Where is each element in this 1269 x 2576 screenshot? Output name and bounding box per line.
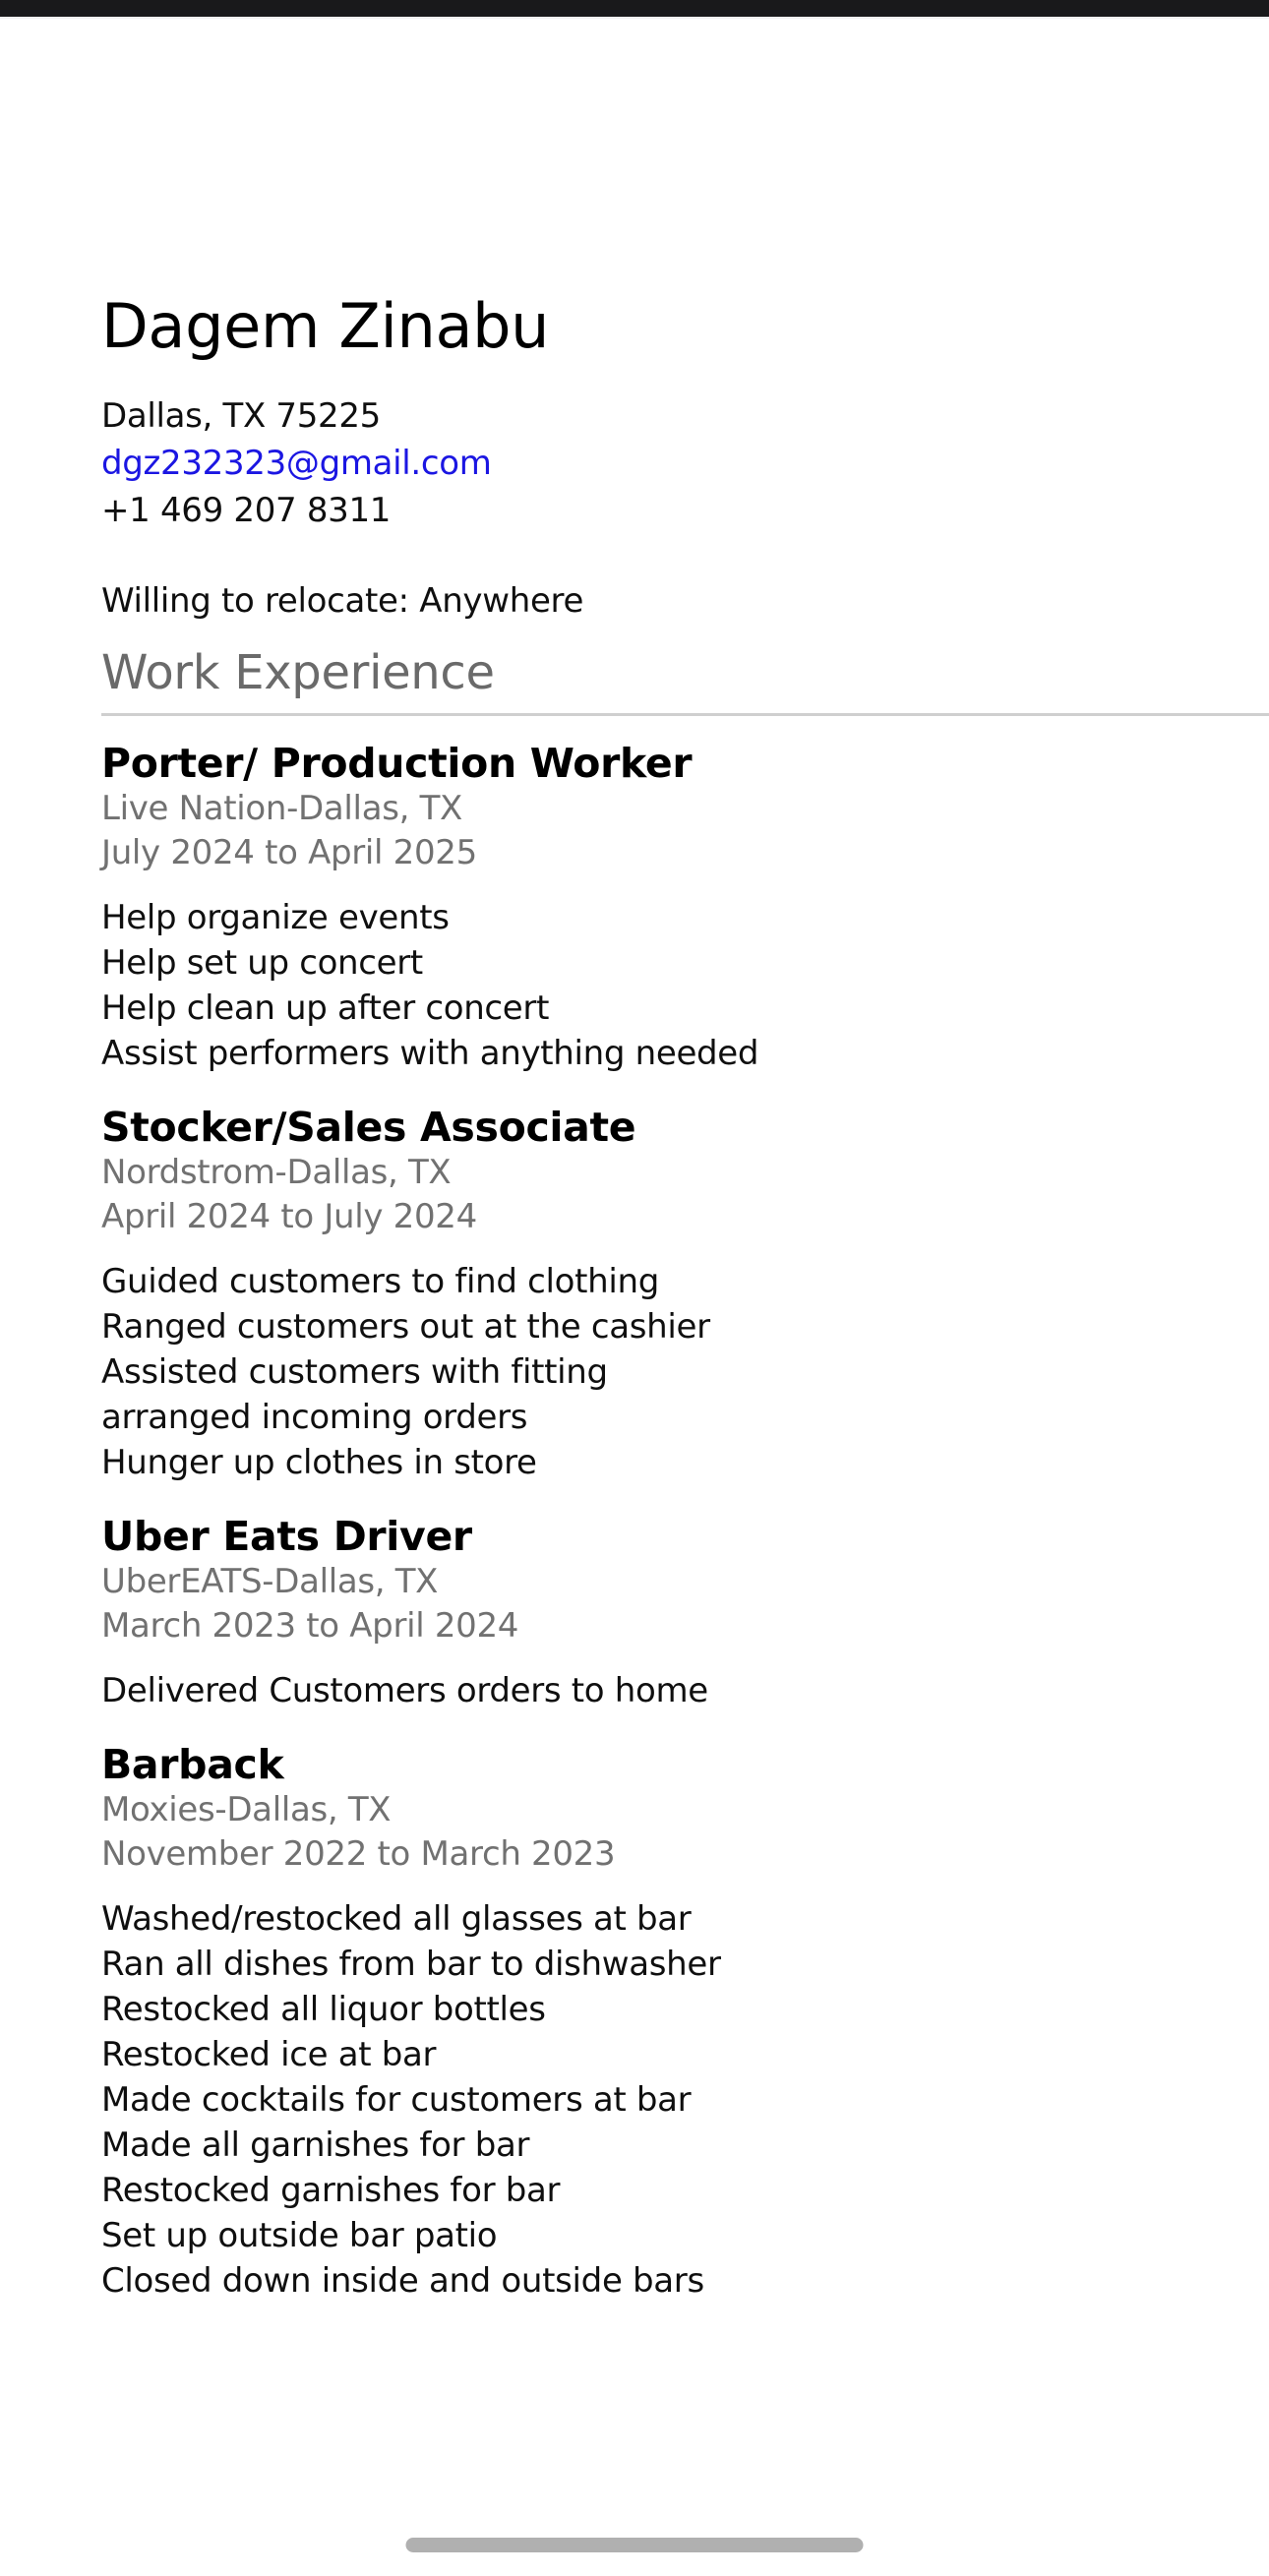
duty-line: Hunger up clothes in store bbox=[101, 1443, 537, 1482]
resume-document bbox=[0, 290, 1269, 2304]
duty-line: Guided customers to find clothing bbox=[101, 1262, 659, 1301]
job-company-location: Nordstrom-Dallas, TX bbox=[101, 1153, 452, 1192]
duty-line: Made all garnishes for bar bbox=[101, 2126, 530, 2165]
duty-line: Help clean up after concert bbox=[101, 988, 550, 1028]
job-company-location: Moxies-Dallas, TX bbox=[101, 1790, 392, 1829]
duty-line: Ran all dishes from bar to dishwasher bbox=[101, 1945, 721, 1984]
location-text: Dallas, TX 75225 bbox=[101, 396, 381, 436]
job-company-location: UberEATS-Dallas, TX bbox=[101, 1562, 439, 1601]
duty-line: Ranged customers out at the cashier bbox=[101, 1307, 710, 1347]
job-title: Uber Eats Driver bbox=[101, 1513, 472, 1560]
duty-line: Restocked all liquor bottles bbox=[101, 1990, 546, 2029]
duty-line: Made cocktails for customers at bar bbox=[101, 2080, 692, 2120]
job-title: Barback bbox=[101, 1741, 284, 1788]
duty-line: Restocked garnishes for bar bbox=[101, 2171, 561, 2210]
duty-line: Closed down inside and outside bars bbox=[101, 2261, 704, 2301]
duty-line: Help set up concert bbox=[101, 943, 423, 983]
job-entry bbox=[101, 1741, 1269, 2304]
job-entry bbox=[101, 1104, 1269, 1485]
home-indicator-handle[interactable] bbox=[406, 2538, 864, 2552]
job-duties bbox=[101, 1668, 1269, 1713]
duty-line: Restocked ice at bar bbox=[101, 2035, 437, 2074]
contact-block bbox=[101, 392, 1269, 534]
section-title-work-experience: Work Experience bbox=[101, 645, 1269, 716]
duty-line: arranged incoming orders bbox=[101, 1398, 528, 1437]
job-entry bbox=[101, 740, 1269, 1076]
job-title: Stocker/Sales Associate bbox=[101, 1104, 636, 1151]
job-duties bbox=[101, 895, 1269, 1076]
duty-line: Help organize events bbox=[101, 898, 450, 937]
job-dates: March 2023 to April 2024 bbox=[101, 1606, 519, 1646]
duty-line: Washed/restocked all glasses at bar bbox=[101, 1899, 692, 1939]
job-dates: April 2024 to July 2024 bbox=[101, 1197, 477, 1236]
job-duties bbox=[101, 1896, 1269, 2304]
duty-line: Set up outside bar patio bbox=[101, 2216, 498, 2255]
relocation-text: Willing to relocate: Anywhere bbox=[101, 581, 584, 621]
email-link[interactable]: dgz232323@gmail.com bbox=[101, 444, 492, 483]
job-entry bbox=[101, 1513, 1269, 1713]
duty-line: Delivered Customers orders to home bbox=[101, 1671, 708, 1710]
duty-line: Assist performers with anything needed bbox=[101, 1034, 759, 1073]
status-bar bbox=[0, 0, 1269, 19]
phone-text: +1 469 207 8311 bbox=[101, 491, 392, 530]
job-company-location: Live Nation-Dallas, TX bbox=[101, 789, 462, 828]
duty-line: Assisted customers with fitting bbox=[101, 1352, 608, 1392]
job-dates: November 2022 to March 2023 bbox=[101, 1834, 616, 1874]
job-dates: July 2024 to April 2025 bbox=[101, 833, 477, 872]
resume-name: Dagem Zinabu bbox=[101, 290, 550, 362]
job-duties bbox=[101, 1259, 1269, 1485]
email-line bbox=[101, 440, 1269, 487]
job-title: Porter/ Production Worker bbox=[101, 740, 693, 787]
